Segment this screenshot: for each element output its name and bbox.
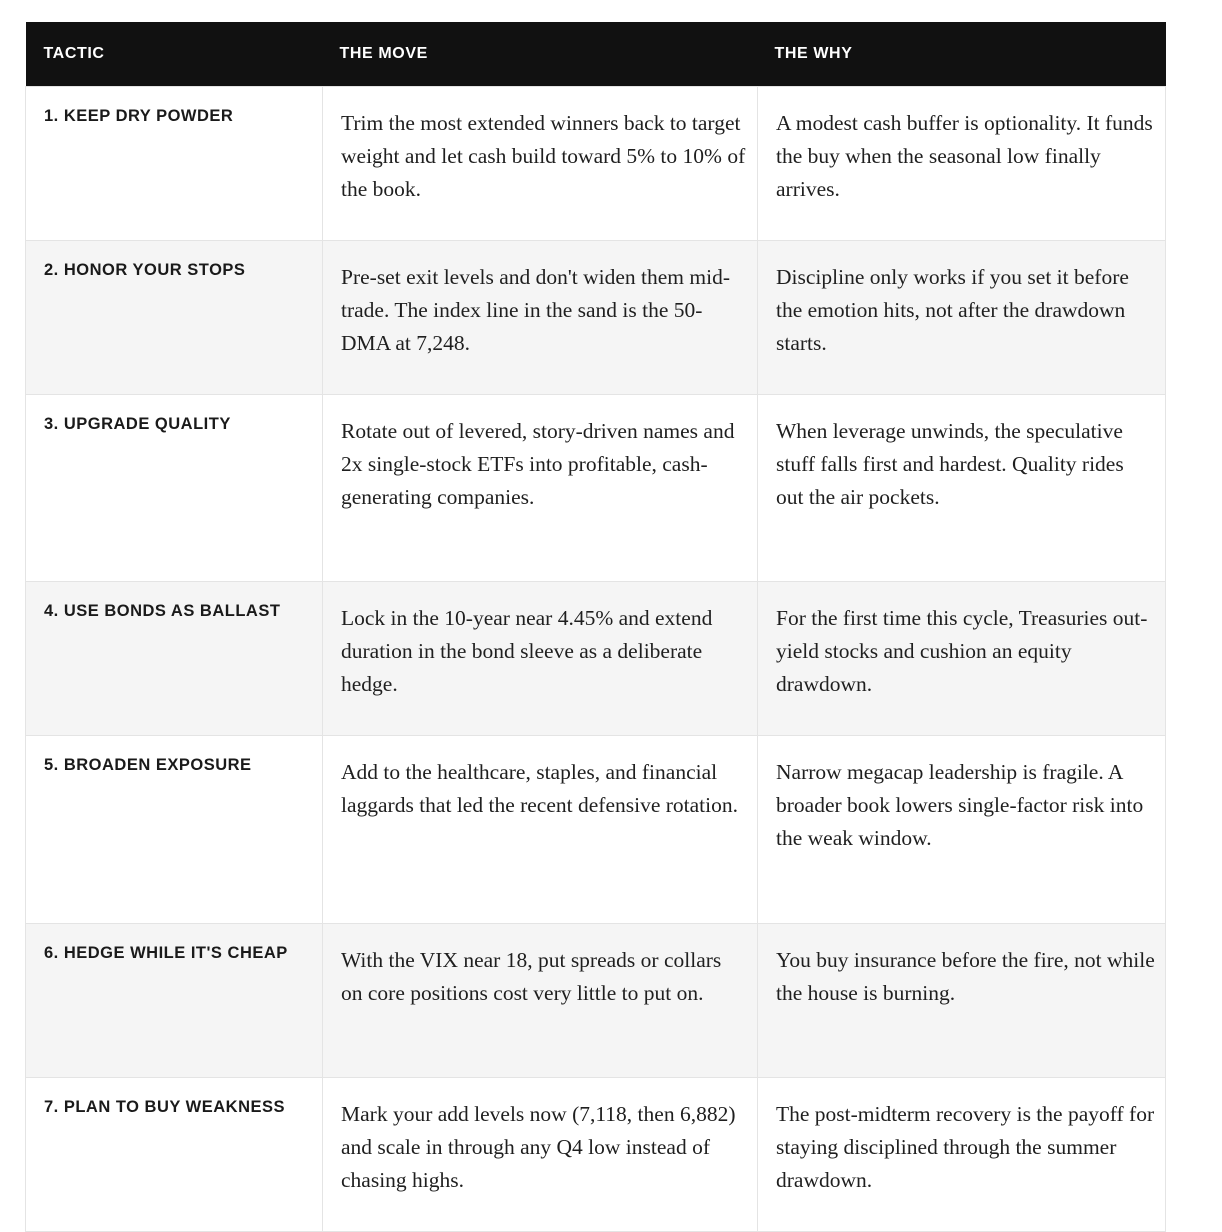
tactic-cell: 7. PLAN TO BUY WEAKNESS [26,1078,323,1232]
tactic-cell: 3. UPGRADE QUALITY [26,395,323,582]
move-cell: Add to the healthcare, staples, and financial laggards that led the recent defensive rotation. [323,736,758,924]
move-cell: Mark your add levels now (7,118, then 6,882) and scale in through any Q4 low instead of chasing highs. [323,1078,758,1232]
table-row [26,241,1166,395]
why-cell: A modest cash buffer is optionality. It funds the buy when the seasonal low finally arrives. [758,87,1166,241]
tactic-cell: 1. KEEP DRY POWDER [26,87,323,241]
header-tactic: TACTIC [26,22,323,87]
why-cell: You buy insurance before the fire, not while the house is burning. [758,924,1166,1078]
tactic-cell: 6. HEDGE WHILE IT'S CHEAP [26,924,323,1078]
move-cell: Trim the most extended winners back to target weight and let cash build toward 5% to 10% of the book. [323,87,758,241]
move-cell: Rotate out of levered, story-driven names and 2x single-stock ETFs into profitable, cash-generating companies. [323,395,758,582]
table-header [26,22,1166,87]
table-row [26,924,1166,1078]
table-body [26,87,1166,1232]
header-why: THE WHY [758,22,1166,87]
move-cell: Lock in the 10-year near 4.45% and extend duration in the bond sleeve as a deliberate hedge. [323,582,758,736]
tactic-cell: 4. USE BONDS AS BALLAST [26,582,323,736]
move-cell: Pre-set exit levels and don't widen them mid-trade. The index line in the sand is the 50-DMA at 7,248. [323,241,758,395]
why-cell: Narrow megacap leadership is fragile. A broader book lowers single-factor risk into the weak window. [758,736,1166,924]
tactic-cell: 2. HONOR YOUR STOPS [26,241,323,395]
table-row [26,736,1166,924]
why-cell: The post-midterm recovery is the payoff for staying disciplined through the summer drawdown. [758,1078,1166,1232]
tactics-table [25,22,1166,1232]
header-row [26,22,1166,87]
table-row [26,87,1166,241]
tactic-cell: 5. BROADEN EXPOSURE [26,736,323,924]
why-cell: For the first time this cycle, Treasuries out-yield stocks and cushion an equity drawdown. [758,582,1166,736]
table-row [26,582,1166,736]
why-cell: When leverage unwinds, the speculative stuff falls first and hardest. Quality rides out the air pockets. [758,395,1166,582]
table-row [26,395,1166,582]
table-row [26,1078,1166,1232]
why-cell: Discipline only works if you set it before the emotion hits, not after the drawdown starts. [758,241,1166,395]
move-cell: With the VIX near 18, put spreads or collars on core positions cost very little to put on. [323,924,758,1078]
header-move: THE MOVE [323,22,758,87]
